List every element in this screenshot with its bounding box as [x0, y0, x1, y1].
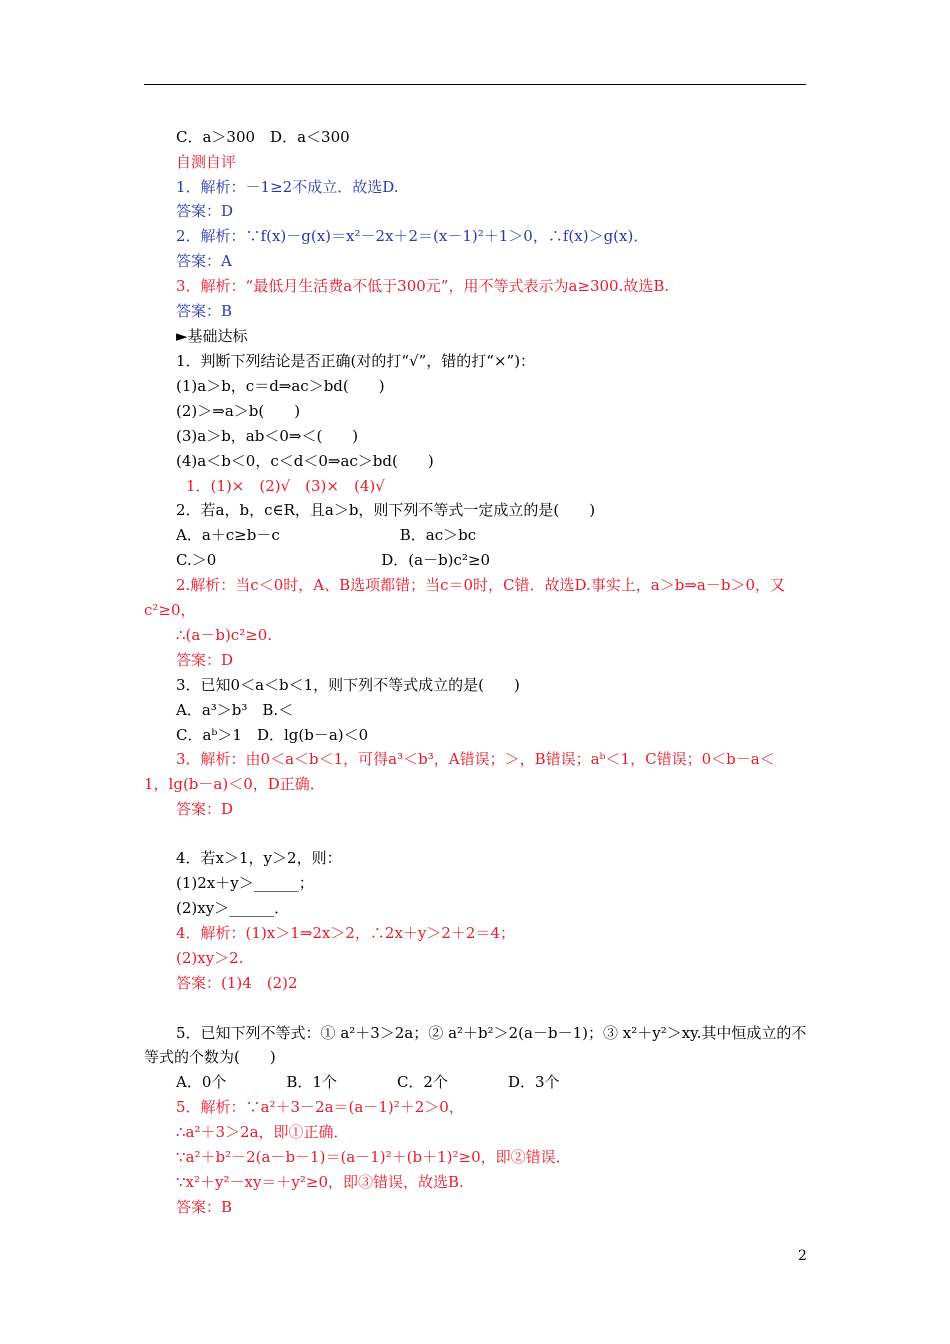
answer-line: 答案：B: [176, 302, 233, 320]
text-line: 2.解析：当c＜0时，A、B选项都错；当c＝0时，C错．故选D.事实上，a＞b⇒a－b＞0，又: [176, 576, 785, 594]
text-line: (3)a＞b，ab＜0⇒＜( ): [176, 427, 359, 445]
text-line: 3．解析：由0＜a＜b＜1，可得a³＜b³，A错误；＞，B错误；aᵇ＜1，C错误；0＜b－a＜: [176, 750, 775, 768]
question-line: 5．已知下列不等式：① a²＋3＞2a；② a²＋b²＞2(a－b－1)；③ x²＋y²＞xy.其中恒成立的不: [176, 1024, 807, 1042]
answer-line: 答案：(1)4 (2)2: [176, 974, 298, 992]
answer-line: 答案：D: [176, 651, 234, 669]
answer-line: 答案：A: [176, 252, 232, 270]
option-line: C．aᵇ＞1 D．lg(b－a)＜0: [176, 726, 369, 744]
text-line: 3．解析：“最低月生活费a不低于300元”，用不等式表示为a≥300.故选B.: [176, 277, 670, 295]
header-rule: [144, 84, 806, 85]
text-line: (2)xy＞2.: [176, 949, 244, 967]
option-line: A．a＋c≥b－c B．ac＞bc: [176, 526, 477, 544]
text-line: ∴(a－b)c²≥0.: [176, 626, 273, 644]
text-line: ∵a²＋b²－2(a－b－1)＝(a－1)²＋(b＋1)²≥0，即②错误．: [176, 1148, 571, 1166]
text-line: (1)2x＋y＞______；: [176, 874, 314, 892]
text-line: (2)xy＞______．: [176, 899, 290, 917]
text-line: 2．解析：∵f(x)－g(x)＝x²－2x＋2＝(x－1)²＋1＞0，∴f(x)＞g(x)．: [176, 227, 649, 245]
section-heading: 自测自评: [176, 153, 237, 171]
question-line: 3．已知0＜a＜b＜1，则下列不等式成立的是( ): [176, 676, 520, 694]
text-line: (2)＞⇒a＞b( ): [176, 402, 301, 420]
text-line: (4)a＜b＜0，c＜d＜0⇒ac＞bd( ): [176, 452, 434, 470]
section-heading: ►基础达标: [176, 327, 248, 345]
answer-line: 1．(1)× (2)√ (3)× (4)√: [186, 477, 385, 495]
question-line: 4．若x＞1，y＞2，则：: [176, 849, 342, 867]
text-line: C．a＞300 D．a＜300: [176, 128, 350, 146]
text-line: ∴a²＋3＞2a，即①正确．: [176, 1123, 349, 1141]
answer-line: 答案：D: [176, 202, 234, 220]
text-line: 1．解析：－1≥2不成立．故选D.: [176, 178, 399, 196]
option-line: A．0个 B．1个 C．2个 D．3个: [176, 1073, 560, 1091]
text-line: ∵x²＋y²－xy＝＋y²≥0，即③错误，故选B.: [176, 1173, 464, 1191]
question-line: 2．若a，b，c∈R，且a＞b，则下列不等式一定成立的是( ): [176, 501, 596, 519]
text-line: 1，lg(b－a)＜0，D正确．: [144, 775, 325, 793]
text-line: c²≥0，: [144, 601, 196, 619]
option-line: C.＞0 D．(a－b)c²≥0: [176, 551, 491, 569]
page-number: 2: [798, 1248, 807, 1264]
text-line: 等式的个数为( ): [144, 1048, 276, 1066]
answer-line: 答案：B: [176, 1198, 233, 1216]
text-line: (1)a＞b，c＝d⇒ac＞bd( ): [176, 377, 385, 395]
text-line: 5．解析：∵a²＋3－2a＝(a－1)²＋2＞0，: [176, 1098, 464, 1116]
question-line: 1．判断下列结论是否正确(对的打“√”，错的打“×”)：: [176, 352, 536, 370]
text-line: 4．解析：(1)x＞1⇒2x＞2，∴2x＋y＞2＋2＝4；: [176, 924, 516, 942]
answer-line: 答案：D: [176, 800, 234, 818]
option-line: A．a³＞b³ B.＜: [176, 701, 294, 719]
